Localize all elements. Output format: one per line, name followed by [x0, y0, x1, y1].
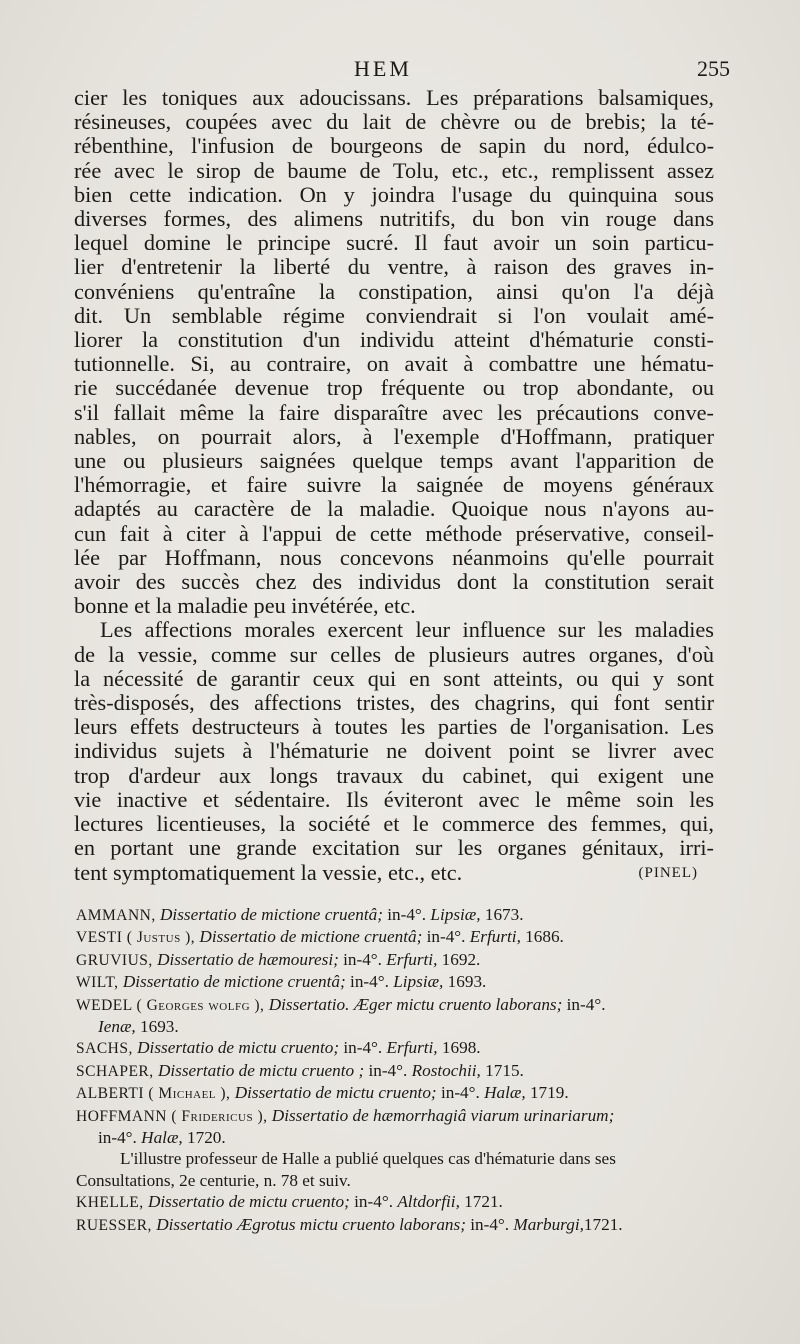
reference-entry	[76, 1037, 716, 1059]
text-line: lectures licentieuses, la société et le commerce des femmes, qui,	[74, 811, 714, 837]
reference-place: Lipsiæ,	[430, 905, 481, 924]
reference-format: in-4°.	[562, 994, 606, 1014]
reference-title: Dissertatio de hæmouresi;	[157, 949, 339, 969]
text-line: la nécessité de garantir ceux qui en sont atteints, ou qui y sont	[74, 665, 714, 691]
reference-entry	[76, 1214, 716, 1236]
reference-entry	[76, 1060, 716, 1082]
reference-year: 1686.	[520, 927, 564, 947]
reference-author: ALBERTI ( Michael ),	[76, 1085, 231, 1103]
reference-entry	[76, 1191, 716, 1213]
reference-format: in-4°.	[345, 972, 394, 992]
reference-format: in-4°.	[364, 1060, 412, 1080]
text-line: rée avec le sirop de baume de Tolu, etc., etc., remplissent assez	[74, 157, 714, 183]
paragraph-1	[74, 86, 714, 618]
reference-year: 1715.	[480, 1060, 524, 1080]
text-line: bonne et la maladie peu invétérée, etc.	[74, 593, 416, 619]
reference-title: Dissertatio de mictione cruentâ;	[199, 927, 423, 947]
reference-title: Dissertatio de mictu cruento;	[234, 1083, 437, 1103]
reference-format: in-4°.	[349, 1192, 398, 1212]
text-line: vie inactive et sédentaire. Ils éviteront avec le même soin les	[74, 786, 714, 812]
text-line: lée par Hoffmann, nous concevons néanmoins qu'elle pourrait	[74, 544, 714, 570]
reference-place: Altdorfii,	[397, 1192, 460, 1212]
text-line: l'hémorragie, et faire suivre la saignée de moyens généraux	[74, 472, 714, 498]
reference-entry	[76, 949, 716, 971]
reference-title: Dissertatio de mictione cruentâ;	[122, 972, 346, 992]
text-line: leurs effets destructeurs à toutes les parties de l'organisation. Les	[74, 714, 714, 740]
reference-entry	[76, 904, 716, 926]
text-line: lier d'entretenir la liberté du ventre, à raison des graves in-	[74, 254, 714, 280]
text-line: une ou plusieurs saignées quelque temps avant l'apparition de	[74, 448, 714, 474]
reference-format: in-4°.	[465, 1214, 514, 1234]
reference-format: in-4°.	[98, 1128, 142, 1148]
text-line: rébenthine, l'infusion de bourgeons de sapin du nord, édulco-	[74, 133, 714, 159]
reference-author: WILT,	[76, 974, 119, 992]
note-line: L'illustre professeur de Halle a publié quelques cas d'hématurie dans ses	[120, 1149, 616, 1169]
reference-place: Halæ,	[484, 1083, 526, 1103]
text-line: diverses formes, des alimens nutritifs, du bon vin rouge dans	[74, 206, 714, 232]
running-head: HEM	[354, 56, 412, 81]
reference-continuation	[76, 1127, 716, 1148]
text-line: bien cette indication. On y joindra l'usage du quinquina sous	[74, 181, 714, 207]
reference-format: in-4°.	[338, 949, 387, 969]
reference-author: VESTI ( Justus ),	[76, 929, 196, 947]
reference-entry	[76, 971, 716, 993]
reference-year: 1693.	[443, 972, 487, 992]
reference-place: Erfurti,	[469, 927, 521, 947]
reference-author: SACHS,	[76, 1040, 133, 1058]
reference-entry	[76, 1105, 716, 1149]
reference-author: RUESSER,	[76, 1216, 152, 1234]
text-line: résineuses, coupées avec du lait de chèvre ou de brebis; la té-	[74, 109, 714, 135]
reference-year: 1721.	[583, 1214, 623, 1234]
text-line: Les affections morales exercent leur influence sur les maladies	[100, 617, 714, 643]
page-header	[0, 50, 800, 90]
reference-entry	[76, 1082, 716, 1104]
bibliography-note	[76, 1148, 716, 1191]
reference-author: GRUVIUS,	[76, 951, 153, 969]
reference-place: Ienæ,	[98, 1017, 136, 1037]
reference-format: in-4°.	[339, 1038, 387, 1058]
reference-title: Dissertatio de mictu cruento ;	[157, 1060, 365, 1080]
reference-place: Erfurti,	[386, 949, 438, 969]
author-signature: (PINEL)	[638, 864, 698, 881]
reference-title: Dissertatio de mictu cruento;	[137, 1038, 340, 1058]
paragraph-2	[74, 618, 714, 884]
text-line: s'il fallait même la faire disparaître avec les précautions conve-	[74, 399, 714, 425]
reference-author: HOFFMANN ( Fridericus ),	[76, 1107, 268, 1125]
reference-entry	[76, 994, 716, 1038]
reference-title: Dissertatio de hæmorrhagiâ viarum urinariarum;	[271, 1105, 615, 1125]
reference-place: Marburgi,	[513, 1214, 584, 1234]
reference-year: 1693.	[135, 1017, 179, 1037]
text-line: dit. Un semblable régime conviendrait si l'on voulait amé-	[74, 302, 714, 328]
page-number: 255	[697, 56, 730, 81]
reference-year: 1719.	[525, 1083, 569, 1103]
text-line: tutionnelle. Si, au contraire, on avait à combattre une hématu-	[74, 351, 714, 377]
bibliography	[76, 904, 716, 1236]
text-line: lequel domine le principe sucré. Il faut avoir un soin particu-	[74, 230, 714, 256]
text-line: cun fait à citer à l'appui de cette méthode préservative, conseil-	[74, 520, 714, 546]
reference-format: in-4°.	[422, 927, 470, 947]
reference-author: KHELLE,	[76, 1194, 144, 1212]
reference-year: 1721.	[459, 1192, 503, 1212]
reference-year: 1692.	[437, 949, 481, 969]
reference-format: in-4°.	[382, 905, 431, 924]
reference-year: 1673.	[480, 905, 524, 924]
reference-place: Halæ,	[141, 1128, 183, 1148]
reference-list	[76, 904, 716, 1148]
reference-year: 1698.	[437, 1038, 481, 1058]
note-line: Consultations, 2e centurie, n. 78 et suiv.	[76, 1170, 351, 1190]
text-line: tent symptomatiquement la vessie, etc., etc.	[74, 859, 463, 885]
text-line: convéniens qu'entraîne la constipation, ainsi qu'on l'a déjà	[74, 278, 714, 304]
text-line: nables, on pourrait alors, à l'exemple d'Hoffmann, pratiquer	[74, 423, 714, 449]
text-line: de la vessie, comme sur celles de plusieurs autres organes, d'où	[74, 641, 714, 667]
reference-format: in-4°.	[436, 1083, 485, 1103]
text-line: cier les toniques aux adoucissans. Les préparations balsamiques,	[74, 85, 714, 110]
reference-author: WEDEL ( Georges wolfg ),	[76, 996, 265, 1014]
reference-place: Lipsiæ,	[393, 972, 444, 992]
text-line: individus sujets à l'hématurie ne doivent point se livrer avec	[74, 738, 714, 764]
reference-author: AMMANN,	[76, 907, 156, 924]
reference-title: Dissertatio. Æger mictu cruento laborans;	[268, 994, 563, 1014]
reference-list	[76, 1191, 716, 1236]
reference-place: Erfurti,	[386, 1038, 438, 1058]
closing-line	[74, 861, 714, 885]
text-line: adaptés au caractère de la maladie. Quoique nous n'ayons au-	[74, 496, 714, 522]
reference-title: Dissertatio de mictu cruento;	[147, 1192, 350, 1212]
body-text	[74, 86, 714, 885]
reference-continuation	[76, 1016, 716, 1037]
reference-title: Dissertatio Ægrotus mictu cruento laborans;	[156, 1214, 466, 1234]
reference-place: Rostochii,	[411, 1060, 481, 1080]
reference-title: Dissertatio de mictione cruentâ;	[160, 905, 383, 924]
text-line: trop d'ardeur aux longs travaux du cabinet, qui exigent une	[74, 762, 714, 788]
reference-year: 1720.	[182, 1128, 226, 1148]
reference-entry	[76, 926, 716, 948]
text-line: en portant une grande excitation sur les organes génitaux, irri-	[74, 835, 714, 861]
text-line: très-disposés, des affections tristes, des chagrins, qui font sentir	[74, 690, 714, 716]
text-line: avoir des succès chez des individus dont la constitution serait	[74, 569, 714, 595]
text-line: liorer la constitution d'un individu atteint d'hématurie consti-	[74, 327, 714, 353]
text-line: rie succédanée devenue trop fréquente ou trop abondante, ou	[74, 375, 714, 401]
reference-author: SCHAPER,	[76, 1062, 154, 1080]
